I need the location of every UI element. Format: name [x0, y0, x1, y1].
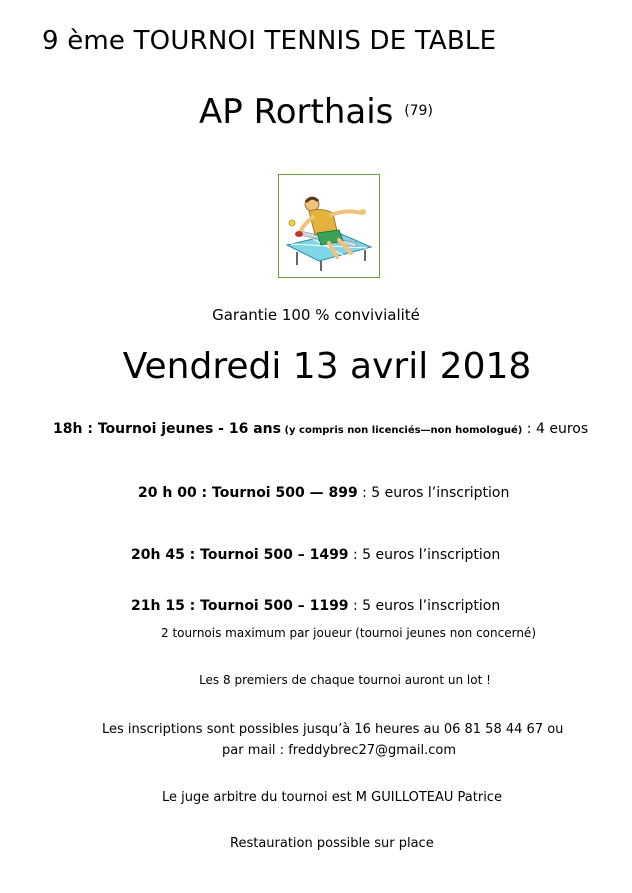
- schedule-t3-sep: :: [184, 598, 201, 614]
- schedule-tournament-2: [131, 547, 500, 563]
- club-name: [0, 92, 632, 132]
- schedule-t1-time: 20 h 00: [138, 485, 197, 501]
- guarantee-text: Garantie 100 % convivialité: [212, 306, 420, 324]
- catering-note: Restauration possible sur place: [230, 836, 434, 851]
- schedule-t3-price: : 5 euros l’inscription: [348, 598, 501, 614]
- schedule-t3-time: 21h 15: [131, 598, 185, 614]
- schedule-youth-price: : 4 euros: [522, 421, 589, 437]
- schedule-t2-time: 20h 45: [131, 547, 185, 563]
- schedule-youth-name: Tournoi jeunes - 16 ans: [97, 421, 281, 437]
- poster-title: 9 ème TOURNOI TENNIS DE TABLE: [42, 26, 497, 56]
- schedule-youth-sep: :: [82, 421, 98, 437]
- schedule-t1-price: : 5 euros l’inscription: [357, 485, 510, 501]
- schedule-youth: [53, 421, 588, 437]
- registration-line-2: par mail : freddybrec27@gmail.com: [222, 743, 457, 758]
- tournament-limit-note: 2 tournois maximum par joueur (tournoi jeunes non concerné): [161, 626, 536, 640]
- schedule-t1-name: Tournoi 500 — 899: [212, 485, 358, 501]
- schedule-tournament-3: [131, 598, 500, 614]
- schedule-t2-name: Tournoi 500 – 1499: [200, 547, 349, 563]
- referee-note: Le juge arbitre du tournoi est M GUILLOTEAU Patrice: [162, 790, 502, 805]
- prize-note: Les 8 premiers de chaque tournoi auront un lot !: [199, 673, 491, 687]
- club-name-text: AP Rorthais: [199, 92, 394, 132]
- schedule-t2-sep: :: [184, 547, 201, 563]
- table-tennis-player-icon: [278, 174, 380, 278]
- schedule-tournament-1: [138, 485, 509, 501]
- schedule-t2-price: : 5 euros l’inscription: [348, 547, 501, 563]
- schedule-youth-time: 18h: [53, 421, 83, 437]
- department-number: (79): [404, 103, 433, 119]
- schedule-youth-note: (y compris non licenciés—non homologué): [280, 425, 523, 436]
- registration-line-1: Les inscriptions sont possibles jusqu’à 16 heures au 06 81 58 44 67 ou: [102, 722, 564, 737]
- event-date: Vendredi 13 avril 2018: [122, 346, 532, 387]
- schedule-t1-sep: :: [196, 485, 213, 501]
- schedule-t3-name: Tournoi 500 – 1199: [200, 598, 349, 614]
